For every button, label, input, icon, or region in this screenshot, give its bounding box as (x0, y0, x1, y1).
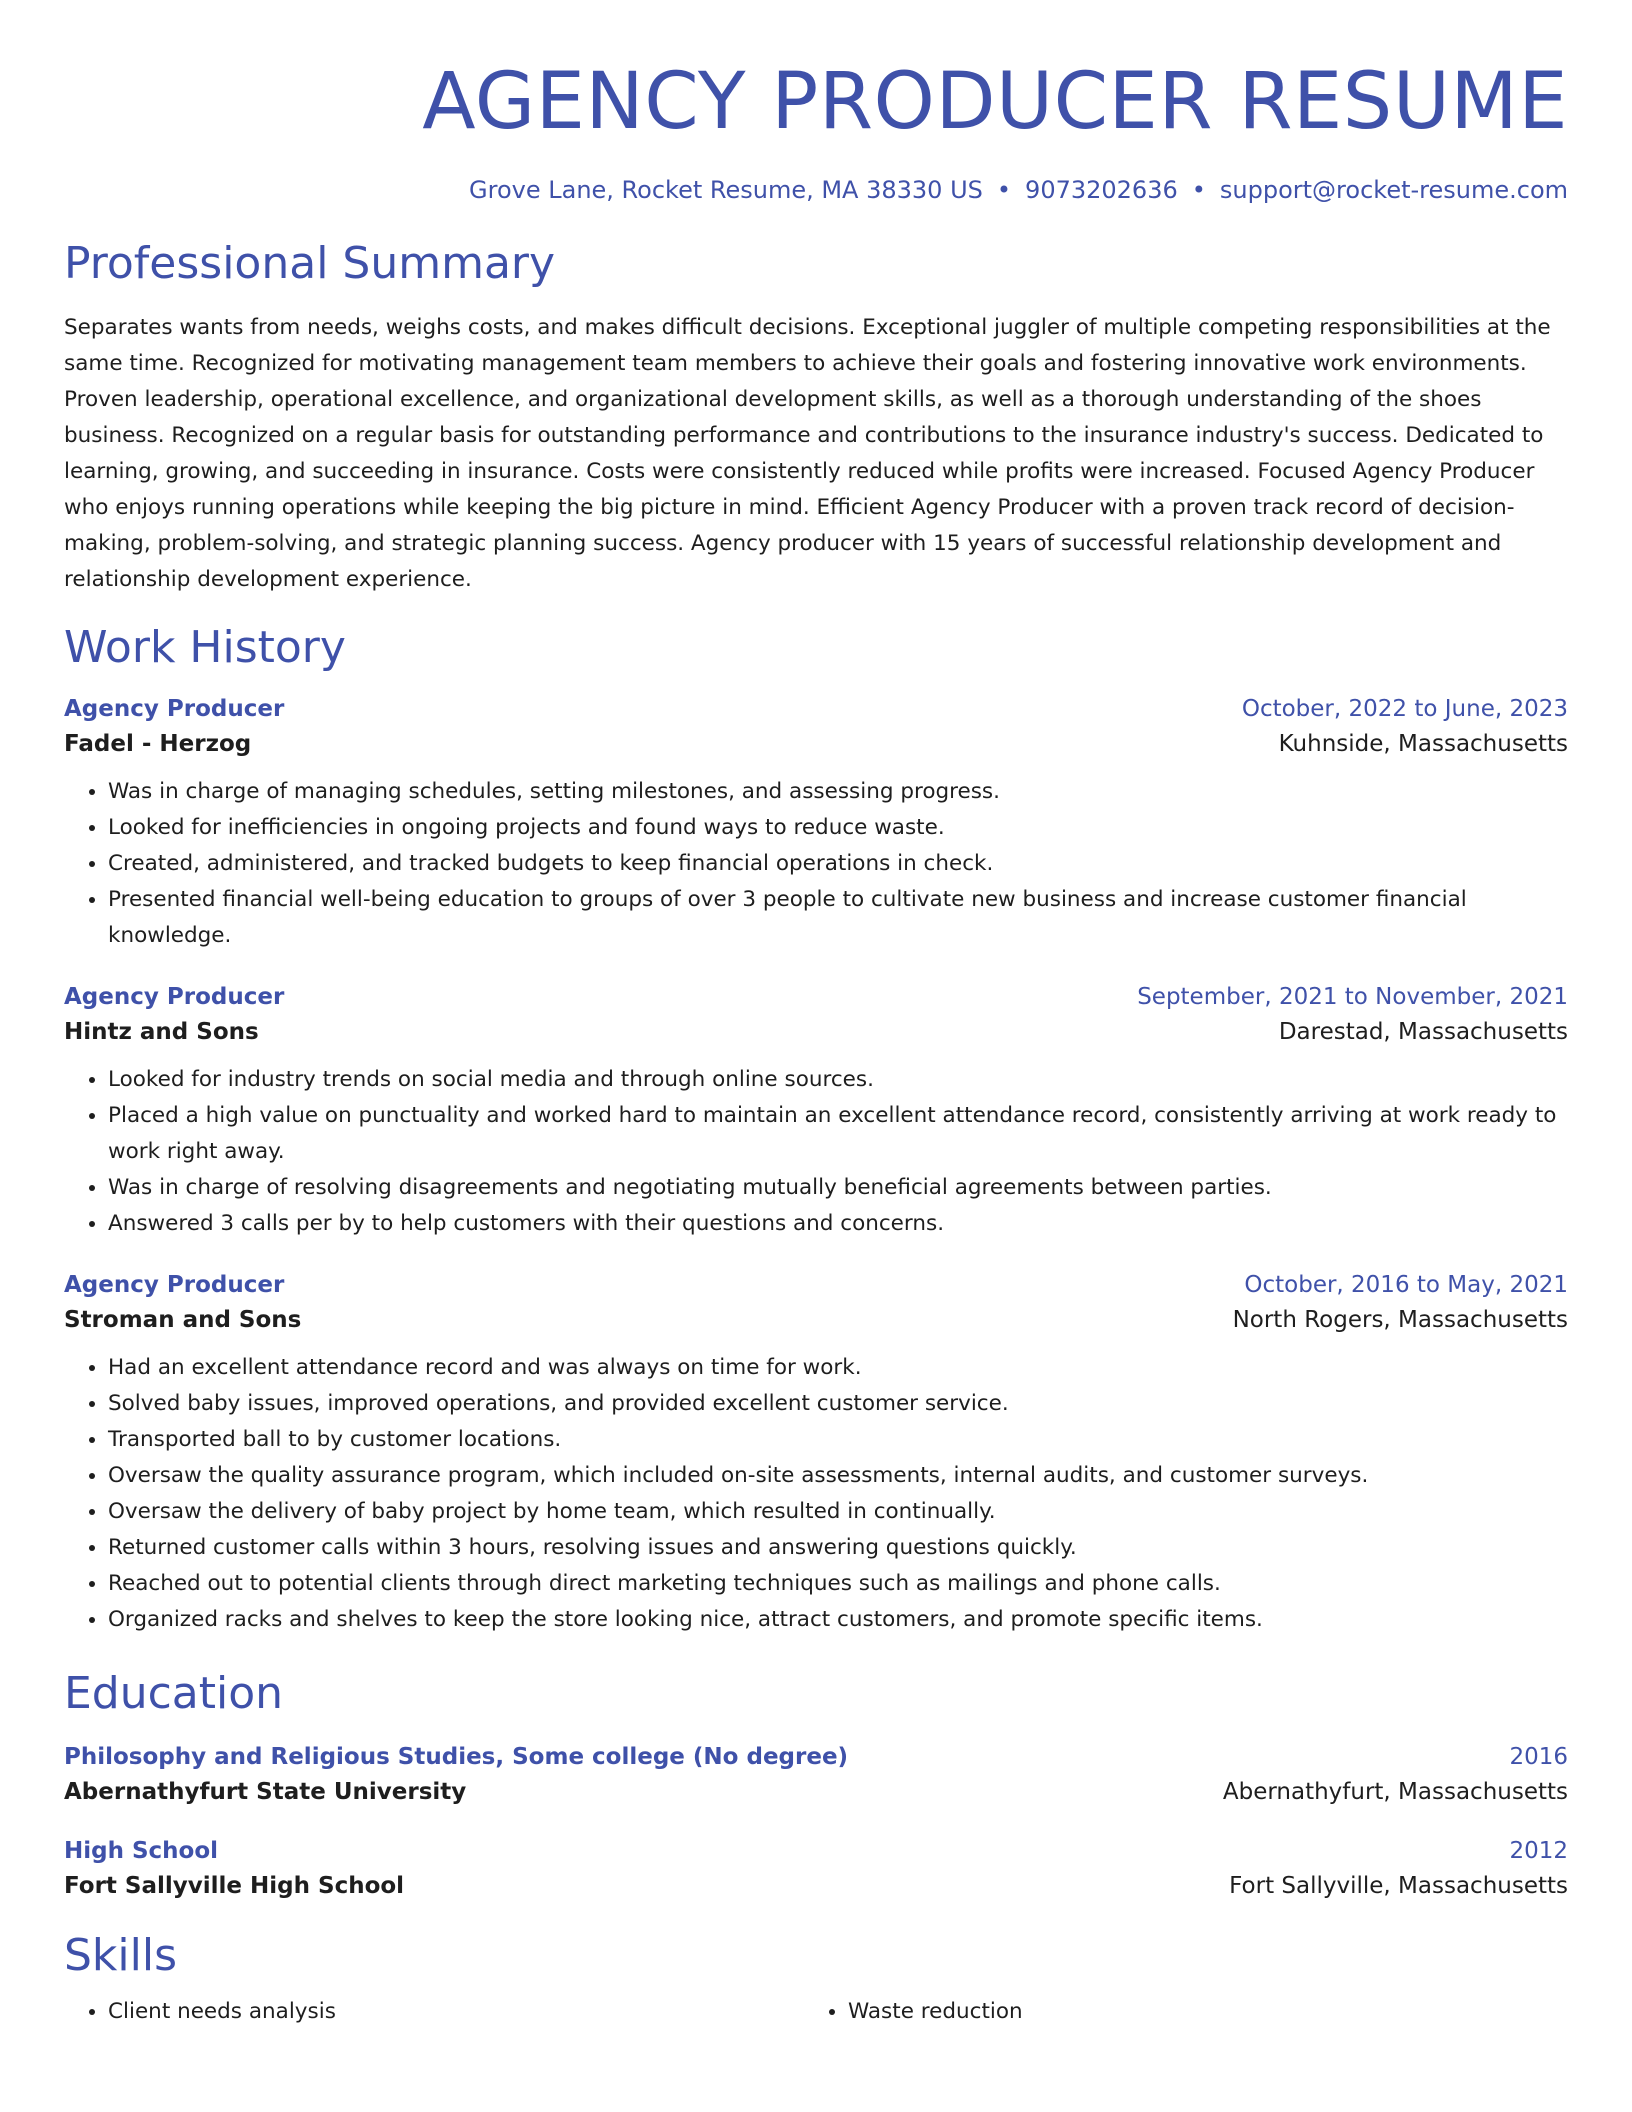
job-dates: October, 2022 to June, 2023 (1241, 696, 1568, 722)
job-bullets (64, 1350, 1568, 1638)
skills-list (64, 1994, 1568, 2030)
job-bullet: • Organized racks and shelves to keep the store looking nice, attract customers, and promote specific items. (108, 1602, 1568, 1638)
education-school: Abernathyfurt State University (64, 1779, 467, 1805)
job-bullet: • Presented financial well-being education to groups of over 3 people to cultivate new business and increase customer financial knowledge. (108, 882, 1568, 954)
education-year: 2012 (1509, 1838, 1568, 1864)
job-bullet: • Looked for inefficiencies in ongoing projects and found ways to reduce waste. (108, 810, 1568, 846)
skill-item: • Waste reduction (848, 1994, 1544, 2030)
address: Grove Lane, Rocket Resume, MA 38330 US (469, 176, 983, 204)
section-title-skills: Skills (64, 1930, 178, 1981)
job-company-row (64, 1302, 1568, 1338)
job-bullet: • Had an excellent attendance record and was always on time for work. (108, 1350, 1568, 1386)
job-location: Darestad, Massachusetts (1278, 1019, 1568, 1045)
contact-line (64, 174, 1568, 206)
job-role: Agency Producer (64, 1272, 285, 1298)
education-year: 2016 (1509, 1744, 1568, 1770)
job-bullets (64, 1062, 1568, 1242)
job-bullet: • Oversaw the delivery of baby project by home team, which resulted in continually. (108, 1494, 1568, 1530)
education-entry (64, 1834, 1568, 1904)
job-bullet: • Answered 3 calls per by to help customers with their questions and concerns. (108, 1206, 1568, 1242)
education-degree: Philosophy and Religious Studies, Some college (No degree) (64, 1744, 849, 1770)
section-title-summary: Professional Summary (64, 238, 556, 289)
job-location: North Rogers, Massachusetts (1232, 1307, 1568, 1333)
job-company-row (64, 726, 1568, 762)
job-bullet: • Solved baby issues, improved operations, and provided excellent customer service. (108, 1386, 1568, 1422)
job-entry (64, 692, 1568, 954)
job-bullet: • Reached out to potential clients through direct marketing techniques such as mailings and phone calls. (108, 1566, 1568, 1602)
job-header-row (64, 1268, 1568, 1302)
job-bullet: • Looked for industry trends on social media and through online sources. (108, 1062, 1568, 1098)
job-header-row (64, 692, 1568, 726)
job-bullet: • Oversaw the quality assurance program, which included on-site assessments, internal audits, and customer surveys. (108, 1458, 1568, 1494)
job-dates: September, 2021 to November, 2021 (1137, 984, 1568, 1010)
resume-title: AGENCY PRODUCER RESUME (422, 57, 1568, 147)
education-header-row (64, 1740, 1568, 1774)
job-bullet: • Returned customer calls within 3 hours, resolving issues and answering questions quickly. (108, 1530, 1568, 1566)
job-entry (64, 980, 1568, 1242)
skill-item: • Client needs analysis (108, 1994, 804, 2030)
phone-number: 9073202636 (1025, 176, 1178, 204)
job-bullet: • Was in charge of managing schedules, setting milestones, and assessing progress. (108, 774, 1568, 810)
education-header-row (64, 1834, 1568, 1868)
education-degree: High School (64, 1838, 219, 1864)
job-company: Stroman and Sons (64, 1307, 302, 1333)
job-role: Agency Producer (64, 696, 285, 722)
skills-column-right (804, 1994, 1544, 2030)
email-address: support@rocket-resume.com (1219, 176, 1568, 204)
education-school-row (64, 1868, 1568, 1904)
education-location: Fort Sallyville, Massachusetts (1229, 1873, 1568, 1899)
job-dates: October, 2016 to May, 2021 (1244, 1272, 1568, 1298)
job-company: Fadel - Herzog (64, 731, 252, 757)
job-bullet: • Transported ball to by customer locations. (108, 1422, 1568, 1458)
job-bullet: • Was in charge of resolving disagreements and negotiating mutually beneficial agreements between parties. (108, 1170, 1568, 1206)
education-entry (64, 1740, 1568, 1810)
job-company: Hintz and Sons (64, 1019, 259, 1045)
education-location: Abernathyfurt, Massachusetts (1222, 1779, 1568, 1805)
job-bullet: • Created, administered, and tracked budgets to keep financial operations in check. (108, 846, 1568, 882)
job-header-row (64, 980, 1568, 1014)
section-title-education: Education (64, 1668, 284, 1719)
separator-dot: • (1191, 176, 1206, 204)
education-school: Fort Sallyville High School (64, 1873, 405, 1899)
job-location: Kuhnside, Massachusetts (1278, 731, 1568, 757)
skills-column-left (64, 1994, 804, 2030)
job-entry (64, 1268, 1568, 1638)
separator-dot: • (996, 176, 1012, 204)
education-school-row (64, 1774, 1568, 1810)
summary-text: Separates wants from needs, weighs costs, and makes difficult decisions. Exceptional juggler of multiple competing responsibilities at the same time. Recognized for motivating management team members to achieve their goals and fostering innovative work environments. Proven leadership, operational excellence, and organizational development skills, as well as a thorough understanding of the shoes business. Recognized on a regular basis for outstanding performance and contributions to the insurance industry's success. Dedicated to learning, growing, and succeeding in insurance. Costs were consistently reduced while profits were increased. Focused Agency Producer who enjoys running operations while keeping the big picture in mind. Efficient Agency Producer with a proven track record of decision-making, problem-solving, and strategic planning success. Agency producer with 15 years of successful relationship development and relationship development experience. (64, 315, 1551, 592)
job-bullet: • Placed a high value on punctuality and worked hard to maintain an excellent attendance record, consistently arriving at work ready to work right away. (108, 1098, 1568, 1170)
job-role: Agency Producer (64, 984, 285, 1010)
job-bullets (64, 774, 1568, 954)
job-company-row (64, 1014, 1568, 1050)
section-title-work-history: Work History (64, 622, 346, 673)
